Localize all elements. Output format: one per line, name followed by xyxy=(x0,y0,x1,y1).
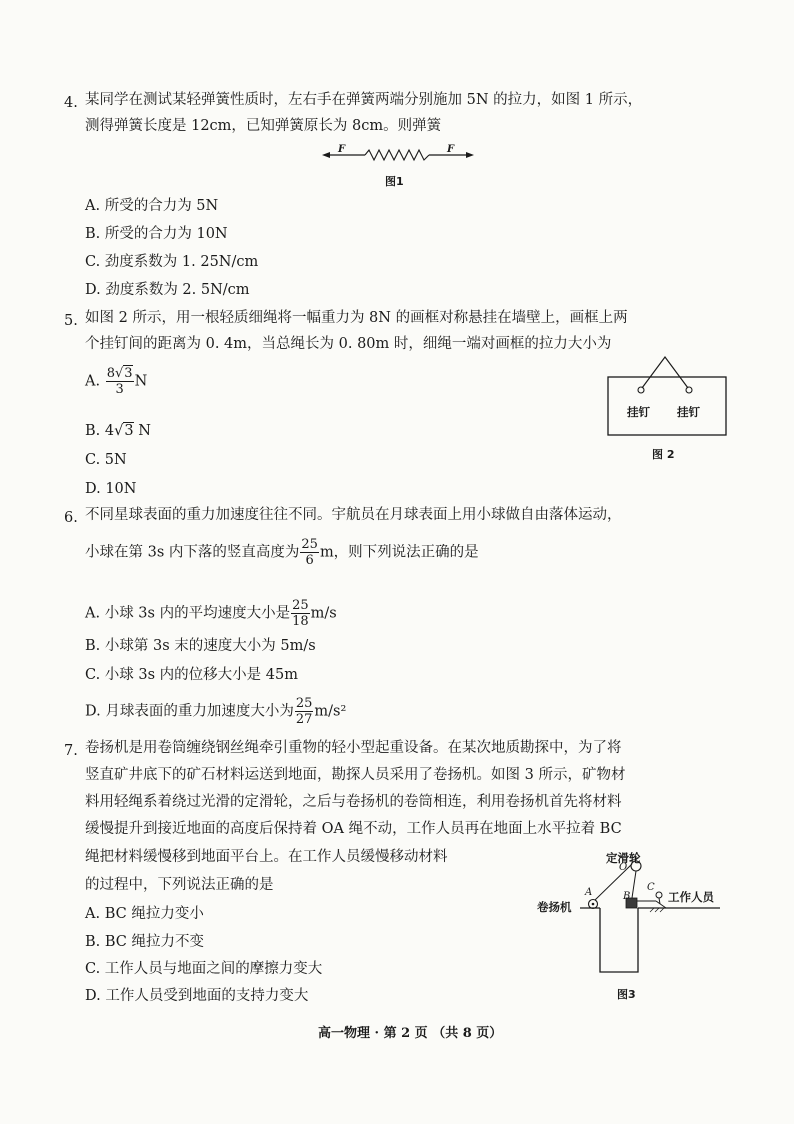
question-text-line: 竖直矿井底下的矿石材料运送到地面，勘探人员采用了卷扬机。如图 3 所示，矿物材 xyxy=(85,767,626,783)
option-d: D. 工作人员受到地面的支持力变大 xyxy=(85,988,309,1004)
nail-label-right: 挂钉 xyxy=(677,405,700,419)
option-d: D. 月球表面的重力加速度大小为 $\frac{25}{27}$ m/s² xyxy=(85,696,347,727)
option-a: A. 小球 3s 内的平均速度大小是 $\frac{25}{18}$ m/s xyxy=(85,598,337,629)
question-text-line: 如图 2 所示，用一根轻质细绳将一幅重力为 8N 的画框对称悬挂在墙壁上，画框上两 xyxy=(85,310,628,326)
option-a: A. 所受的合力为 5N xyxy=(85,198,219,214)
fraction: $\frac{25}{6}$ xyxy=(301,537,318,568)
question-text-line: 料用轻绳系着绕过光滑的定滑轮，之后与卷扬机的卷筒相连，利用卷扬机首先将材料 xyxy=(85,794,622,810)
question-text-line: 的过程中，下列说法正确的是 xyxy=(85,877,274,893)
picture-frame-figure xyxy=(606,355,730,439)
question-text-line: 小球在第 3s 内下落的竖直高度为 $\frac{25}{6}$ m，则下列说法正确的是 xyxy=(85,537,479,568)
point-c-label: C xyxy=(647,882,655,893)
option-d: D. 劲度系数为 2. 5N/cm xyxy=(85,282,250,298)
worker-label: 工作人员 xyxy=(668,890,714,904)
force-label-left: F xyxy=(338,144,346,155)
figure-caption: 图 2 xyxy=(652,448,675,461)
option-a: A. $\frac{8√3}{3}$ N xyxy=(85,366,148,397)
point-b-label: B xyxy=(623,891,631,902)
option-c: C. 劲度系数为 1. 25N/cm xyxy=(85,254,259,270)
option-b: B. 所受的合力为 10N xyxy=(85,226,228,242)
option-d: D. 10N xyxy=(85,481,137,497)
fraction: $\frac{25}{18}$ xyxy=(292,598,309,629)
question-number: 6. xyxy=(64,510,78,526)
point-a-label: A xyxy=(585,887,593,898)
fraction: $\frac{25}{27}$ xyxy=(295,696,313,727)
question-text-line: 某同学在测试某轻弹簧性质时，左右手在弹簧两端分别施加 5N 的拉力，如图 1 所示， xyxy=(85,92,643,108)
page-footer: 高一物理 · 第 2 页 （共 8 页） xyxy=(318,1026,503,1041)
nail-label-left: 挂钉 xyxy=(627,405,650,419)
figure-caption: 图3 xyxy=(617,988,636,1001)
winch-figure xyxy=(560,848,740,978)
question-number: 7. xyxy=(64,743,78,759)
question-text-line: 绳把材料缓慢移到地面平台上。在工作人员缓慢移动材料 xyxy=(85,849,448,865)
question-text-line: 缓慢提升到接近地面的高度后保持着 OA 绳不动，工作人员再在地面上水平拉着 BC xyxy=(85,821,622,837)
question-text-line: 卷扬机是用卷筒缠绕钢丝绳牵引重物的轻小型起重设备。在某次地质勘探中，为了将 xyxy=(85,740,622,756)
force-label-right: F xyxy=(447,144,455,155)
point-o-label: O xyxy=(619,862,628,873)
option-c: C. 小球 3s 内的位移大小是 45m xyxy=(85,667,298,683)
option-a: A. BC 绳拉力变小 xyxy=(85,906,204,922)
option-b: B. 小球第 3s 末的速度大小为 5m/s xyxy=(85,638,316,654)
fraction: $\frac{8√3}{3}$ xyxy=(106,366,133,397)
question-number: 5. xyxy=(64,313,78,329)
option-c: C. 工作人员与地面之间的摩擦力变大 xyxy=(85,961,323,977)
question-number: 4. xyxy=(64,95,78,111)
question-text-line: 测得弹簧长度是 12cm，已知弹簧原长为 8cm。则弹簧 xyxy=(85,118,442,134)
option-b: B. 4√3 N xyxy=(85,423,151,439)
option-b: B. BC 绳拉力不变 xyxy=(85,934,205,950)
winch-label: 卷扬机 xyxy=(537,900,572,914)
option-c: C. 5N xyxy=(85,452,127,468)
question-text-line: 不同星球表面的重力加速度往往不同。宇航员在月球表面上用小球做自由落体运动， xyxy=(85,507,622,523)
question-text-line: 个挂钉间的距离为 0. 4m，当总绳长为 0. 80m 时，细绳一端对画框的拉力大小为 xyxy=(85,336,612,352)
figure-caption: 图1 xyxy=(385,175,404,188)
pulley-label: 定滑轮 xyxy=(606,851,641,865)
